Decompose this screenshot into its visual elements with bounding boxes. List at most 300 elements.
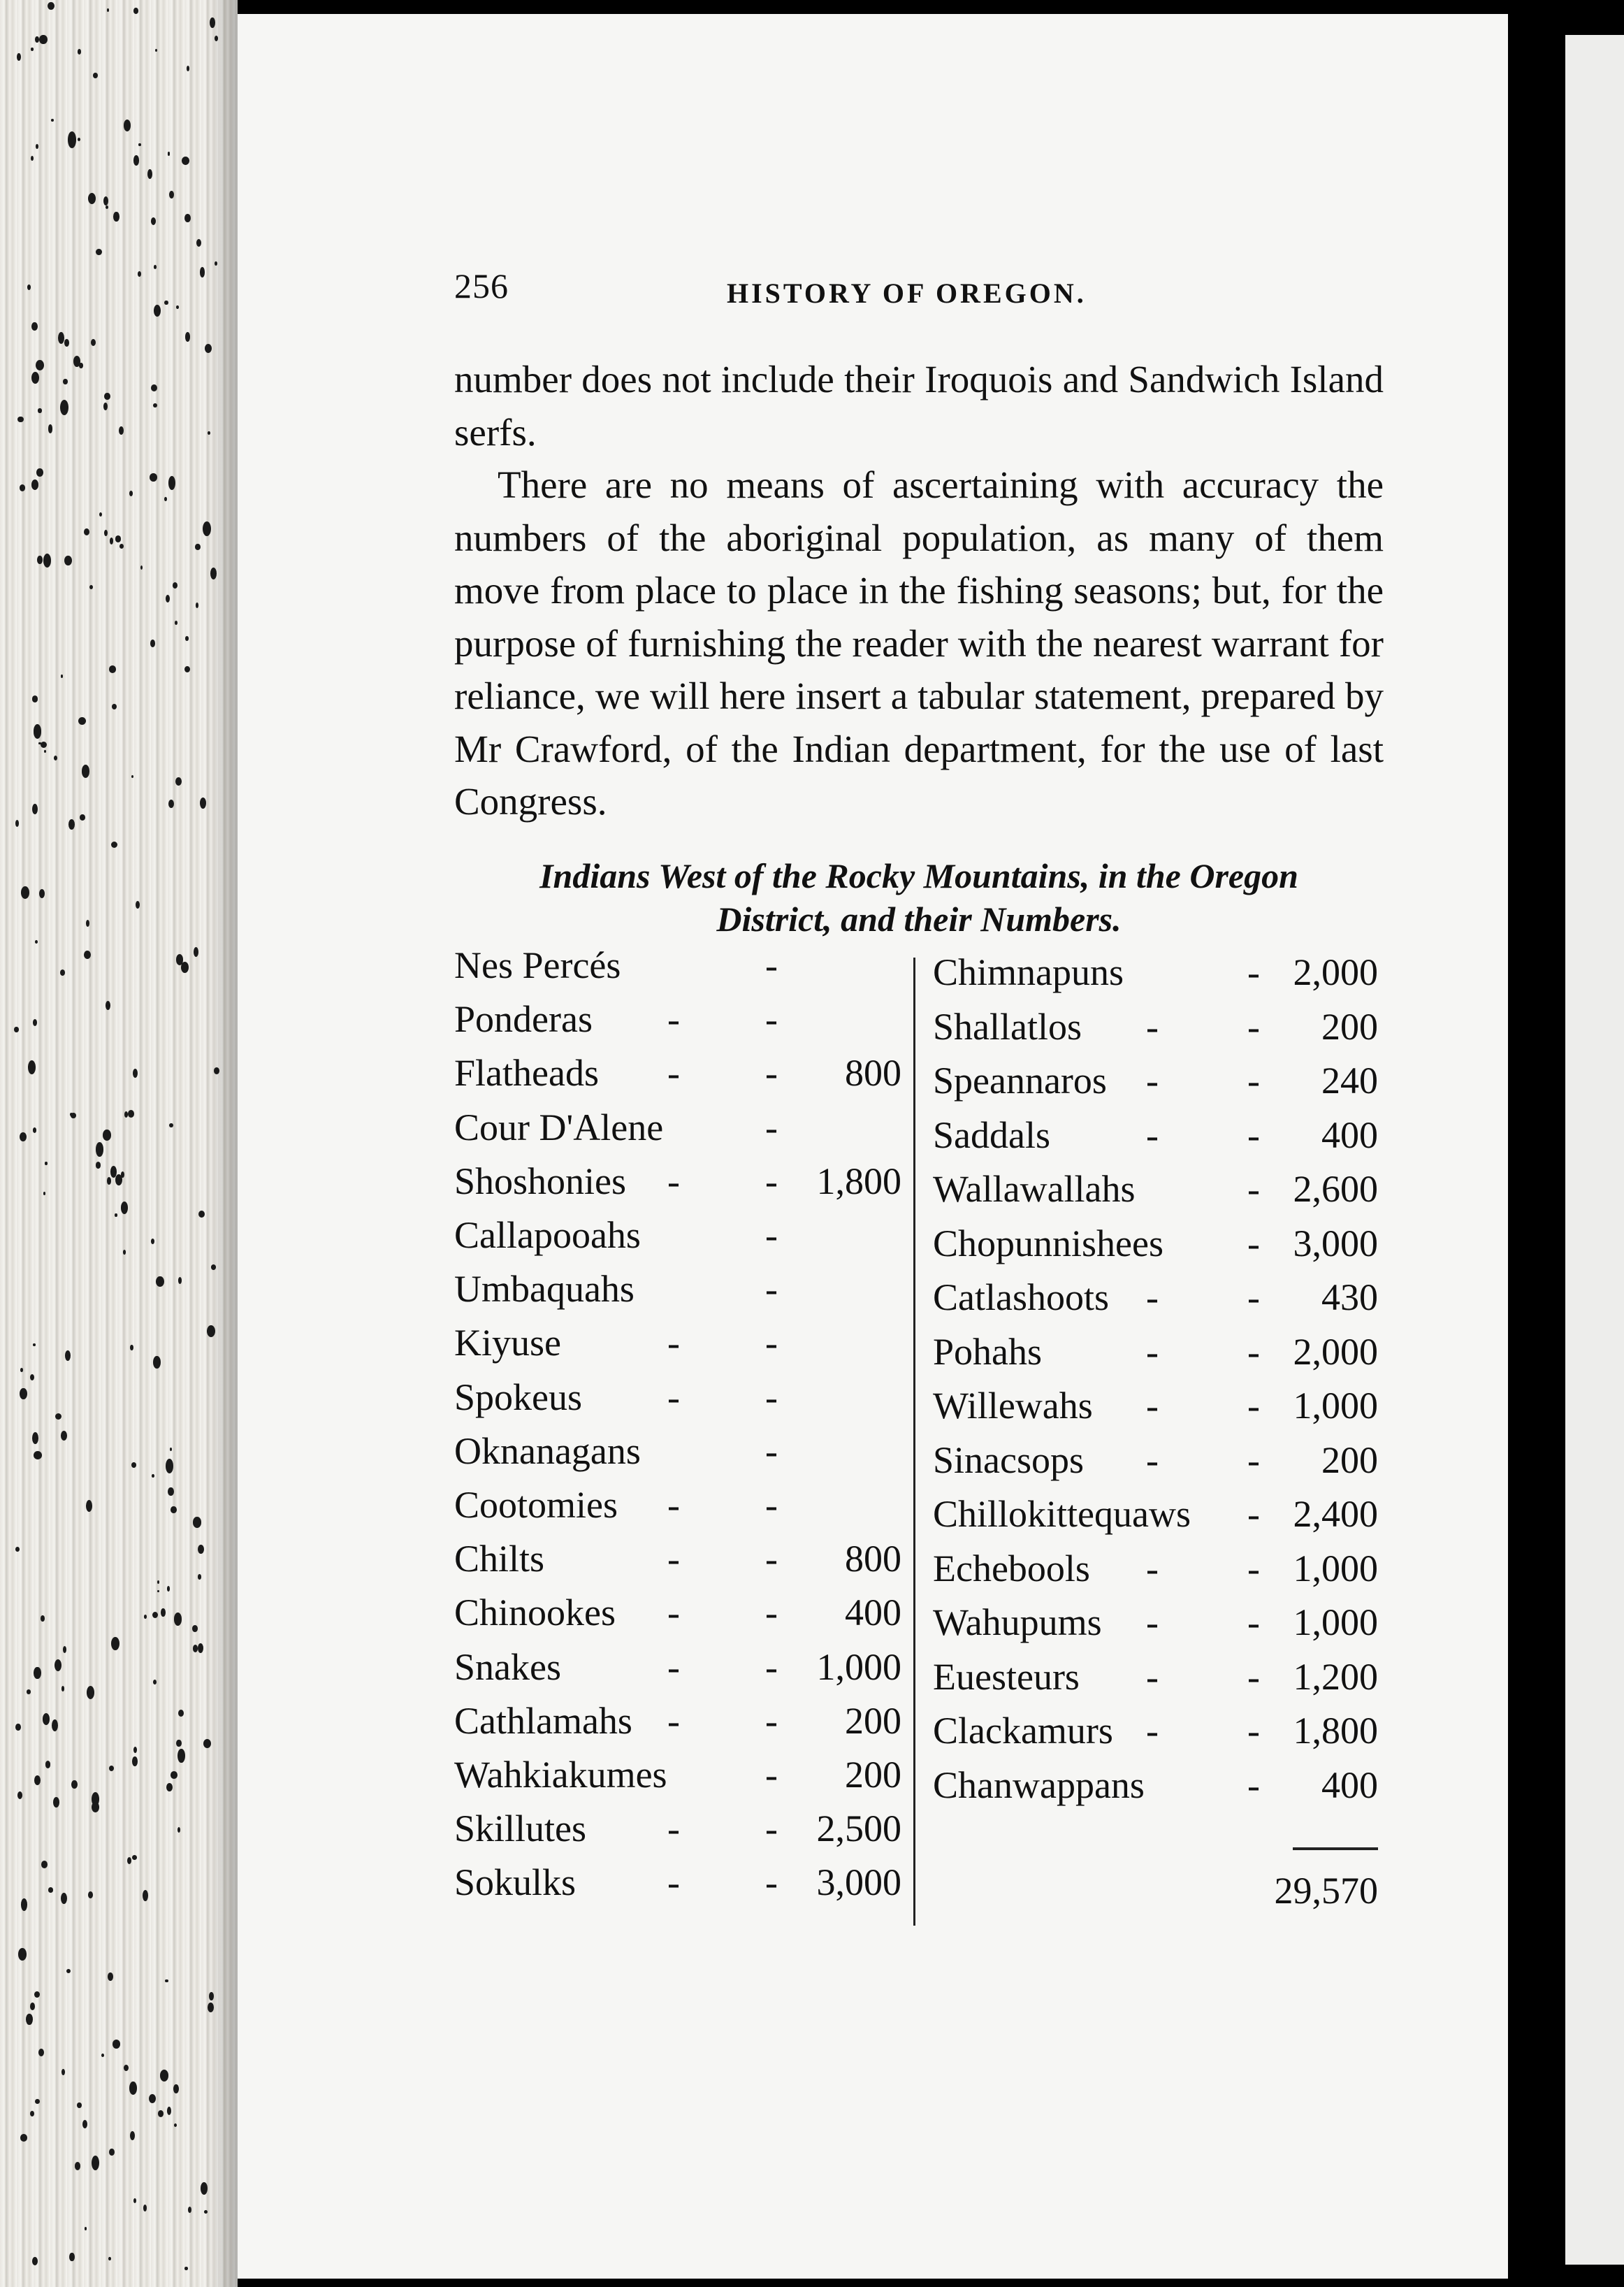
edge-speck — [89, 585, 93, 589]
edge-speck — [153, 403, 157, 408]
edge-speck — [112, 704, 117, 709]
edge-speck — [169, 191, 174, 199]
edge-speck — [61, 1893, 67, 1905]
edge-speck — [194, 947, 198, 957]
edge-speck — [44, 750, 47, 753]
leader-dash: - — [765, 1699, 778, 1742]
edge-speck — [110, 538, 113, 544]
edge-speck — [34, 1451, 42, 1459]
tribe-name: Callapooahs — [454, 1214, 641, 1256]
population-number: 1,200 — [1293, 1655, 1378, 1698]
tribe-name: Sokulks — [454, 1861, 577, 1904]
leader-dash: - — [1146, 1113, 1159, 1156]
edge-speck — [58, 332, 64, 344]
population-number: 400 — [845, 1592, 901, 1634]
edge-speck — [33, 1019, 37, 1026]
edge-speck — [184, 214, 191, 222]
edge-speck — [113, 2040, 121, 2049]
edge-speck — [133, 2198, 136, 2203]
edge-speck — [184, 666, 190, 673]
tribe-name: Chilts — [454, 1538, 545, 1580]
edge-speck — [200, 798, 206, 809]
edge-speck — [138, 143, 140, 146]
edge-speck — [84, 951, 91, 959]
table-row — [933, 1222, 1378, 1275]
edge-speck — [132, 1855, 137, 1860]
edge-speck — [168, 1487, 173, 1496]
edge-speck — [31, 372, 39, 384]
edge-speck — [173, 2084, 178, 2093]
edge-speck — [104, 530, 108, 536]
population-number: 240 — [1321, 1060, 1378, 1102]
edge-speck — [31, 48, 34, 51]
edge-speck — [18, 1948, 27, 1960]
total-rule — [1293, 1847, 1378, 1850]
edge-speck — [75, 2162, 81, 2170]
leader-dash: - — [765, 998, 778, 1041]
table-row — [933, 1005, 1378, 1058]
edge-speck — [169, 1123, 173, 1127]
edge-speck — [68, 819, 75, 830]
edge-speck — [27, 284, 31, 290]
edge-speck — [34, 724, 42, 738]
leader-dash: - — [765, 944, 778, 986]
leader-dash: - — [667, 1592, 680, 1634]
edge-speck — [28, 1060, 36, 1074]
edge-speck — [37, 556, 42, 564]
edge-speck — [30, 2003, 35, 2010]
population-number: 2,400 — [1293, 1493, 1378, 1535]
table-caption — [454, 854, 1384, 941]
leader-dash: - — [667, 1484, 680, 1526]
table-row — [933, 1709, 1378, 1762]
edge-speck — [30, 1374, 34, 1380]
edge-speck — [182, 157, 190, 166]
tribe-name: Flatheads — [454, 1052, 599, 1095]
table-caption-line-1: Indians West of the Rocky Mountains, in the Oregon — [539, 856, 1298, 895]
leader-dash: - — [1247, 1276, 1260, 1318]
edge-speck — [109, 1766, 114, 1771]
population-number: 200 — [1321, 1005, 1378, 1048]
leader-dash: - — [765, 1376, 778, 1418]
leader-dash: - — [765, 1052, 778, 1095]
edge-speck — [138, 271, 141, 277]
leader-dash: - — [1247, 1710, 1260, 1752]
edge-speck — [96, 1142, 103, 1157]
table-caption-line-2: District, and their Numbers. — [716, 900, 1122, 939]
edge-speck — [181, 962, 189, 973]
tribe-name: Cootomies — [454, 1484, 618, 1526]
edge-speck — [86, 1500, 92, 1513]
edge-speck — [185, 636, 189, 640]
edge-speck — [184, 2267, 188, 2270]
edge-speck — [107, 8, 109, 11]
running-title: HISTORY OF OREGON. — [727, 277, 1087, 309]
tribe-name: Oknanagans — [454, 1429, 641, 1472]
edge-speck — [144, 1615, 147, 1619]
edge-speck — [131, 775, 133, 778]
edge-speck — [92, 1792, 99, 1806]
edge-speck — [115, 535, 122, 542]
leader-dash: - — [1146, 1060, 1159, 1102]
population-number: 1,000 — [1293, 1601, 1378, 1643]
edge-speck — [187, 66, 189, 71]
edge-speck — [153, 1680, 157, 1684]
edge-speck — [111, 1637, 119, 1650]
leader-dash: - — [1247, 1385, 1260, 1427]
edge-speck — [64, 339, 69, 346]
edge-speck — [154, 305, 161, 317]
edge-speck — [82, 2120, 87, 2128]
edge-speck — [78, 717, 87, 726]
tribe-name: Euesteurs — [933, 1655, 1080, 1698]
population-number: 2,600 — [1293, 1168, 1378, 1210]
leader-dash: - — [1146, 1547, 1159, 1589]
population-number: 800 — [845, 1538, 901, 1580]
table-row — [454, 1591, 901, 1644]
leader-dash: - — [765, 1592, 778, 1634]
leader-dash: - — [667, 1538, 680, 1580]
edge-speck — [133, 8, 138, 13]
edge-speck — [33, 1343, 36, 1346]
edge-speck — [87, 1686, 94, 1698]
leader-dash: - — [667, 998, 680, 1041]
tribe-name: Skillutes — [454, 1808, 587, 1850]
edge-speck — [43, 554, 51, 568]
edge-speck — [155, 49, 157, 52]
edge-speck — [119, 544, 124, 549]
edge-speck — [124, 2065, 129, 2072]
edge-speck — [93, 73, 98, 78]
edge-speck — [35, 940, 38, 944]
edge-speck — [196, 603, 198, 607]
table-row — [454, 1699, 901, 1752]
edge-speck — [152, 1612, 158, 1619]
edge-speck — [133, 155, 139, 165]
leader-dash: - — [1247, 1601, 1260, 1643]
leader-dash: - — [667, 1160, 680, 1202]
tribe-name: Echebools — [933, 1547, 1090, 1589]
edge-speck — [130, 1345, 133, 1350]
table-row — [933, 1438, 1378, 1492]
table-row — [933, 1113, 1378, 1167]
tribe-name: Shoshonies — [454, 1160, 627, 1202]
edge-speck — [99, 512, 102, 517]
leader-dash: - — [1247, 1330, 1260, 1373]
edge-speck — [78, 138, 80, 141]
edge-speck — [193, 1517, 201, 1527]
edge-speck — [34, 1775, 41, 1785]
edge-speck — [68, 131, 76, 147]
leader-dash: - — [1146, 1276, 1159, 1318]
edge-speck — [147, 169, 152, 179]
edge-speck — [101, 2054, 104, 2057]
edge-speck — [178, 1277, 182, 1284]
edge-speck — [161, 1608, 166, 1617]
edge-speck — [128, 1110, 134, 1117]
population-number: 3,000 — [1293, 1222, 1378, 1264]
edge-speck — [39, 35, 48, 45]
edge-speck — [195, 544, 201, 550]
leader-dash: - — [667, 1322, 680, 1364]
leader-dash: - — [1247, 1438, 1260, 1481]
table-row — [933, 1059, 1378, 1112]
edge-speck — [34, 1991, 40, 1998]
leader-dash: - — [765, 1429, 778, 1472]
table-row — [454, 1051, 901, 1104]
edge-speck — [35, 36, 38, 43]
leader-dash: - — [1247, 1113, 1260, 1156]
population-number: 1,000 — [816, 1645, 901, 1688]
population-number: 1,800 — [816, 1160, 901, 1202]
tribe-name: Kiyuse — [454, 1322, 561, 1364]
leader-dash: - — [667, 1861, 680, 1904]
edge-speck — [204, 2210, 208, 2214]
edge-speck — [48, 1887, 53, 1892]
edge-speck — [82, 765, 90, 778]
tribe-name: Chinookes — [454, 1592, 616, 1634]
table-row — [933, 1492, 1378, 1545]
facing-page-edge — [1565, 35, 1624, 2265]
edge-speck — [85, 2227, 87, 2230]
edge-speck — [160, 2070, 168, 2081]
edge-speck — [32, 2257, 38, 2265]
table-row — [454, 1106, 901, 1159]
edge-speck — [69, 2253, 74, 2262]
edge-speck — [106, 205, 108, 209]
edge-speck — [45, 1761, 51, 1768]
edge-speck — [121, 1202, 128, 1214]
edge-speck — [20, 1388, 27, 1400]
population-number: 3,000 — [816, 1861, 901, 1904]
leader-dash: - — [765, 1645, 778, 1688]
population-number: 2,500 — [816, 1808, 901, 1850]
edge-speck — [33, 1127, 36, 1133]
edge-speck — [149, 2094, 156, 2103]
edge-speck — [107, 1177, 111, 1185]
tribe-name: Snakes — [454, 1645, 561, 1688]
edge-speck — [96, 249, 102, 255]
tribe-name: Chanwappans — [933, 1763, 1145, 1806]
population-number: 200 — [845, 1754, 901, 1796]
edge-speck — [80, 814, 85, 820]
tribe-name: Speannaros — [933, 1060, 1107, 1102]
edge-speck — [127, 1857, 131, 1864]
edge-speck — [140, 565, 143, 570]
table-row — [933, 1763, 1378, 1817]
leader-dash: - — [1146, 1655, 1159, 1698]
edge-speck — [78, 49, 81, 54]
tribe-name: Chimnapuns — [933, 951, 1124, 993]
tribe-name: Cour D'Alene — [454, 1106, 664, 1148]
edge-speck — [20, 2134, 28, 2142]
leader-dash: - — [765, 1808, 778, 1850]
leader-dash: - — [1247, 1763, 1260, 1806]
table-row — [454, 1807, 901, 1860]
edge-speck — [65, 1350, 71, 1360]
edge-speck — [106, 1001, 110, 1010]
population-number: 2,000 — [1293, 1330, 1378, 1373]
leader-dash: - — [1146, 1601, 1159, 1643]
leader-dash: - — [1146, 1005, 1159, 1048]
edge-speck — [41, 1615, 44, 1622]
edge-speck — [45, 1162, 48, 1164]
edge-speck — [201, 2182, 208, 2195]
edge-speck — [151, 217, 156, 225]
edge-speck — [84, 528, 89, 535]
table-row — [933, 1167, 1378, 1220]
tribe-name: Wallawallahs — [933, 1168, 1136, 1210]
tribe-name: Wahkiakumes — [454, 1754, 667, 1796]
table-row — [933, 1655, 1378, 1708]
edge-speck — [61, 674, 64, 678]
edge-speck — [20, 484, 26, 491]
leader-dash: - — [1247, 1222, 1260, 1264]
edge-speck — [175, 621, 177, 625]
edge-speck — [91, 339, 96, 346]
tribe-name: Nes Percés — [454, 944, 621, 986]
table-row — [454, 1267, 901, 1320]
table-row — [933, 1330, 1378, 1383]
leader-dash: - — [1247, 1060, 1260, 1102]
table-row — [933, 951, 1378, 1004]
leader-dash: - — [1146, 1710, 1159, 1752]
population-number: 2,000 — [1293, 951, 1378, 993]
table-row — [454, 944, 901, 997]
edge-speck — [48, 424, 53, 433]
edge-speck — [15, 1547, 20, 1552]
table-row — [454, 1321, 901, 1374]
edge-speck — [165, 1979, 168, 1982]
edge-speck — [31, 322, 37, 331]
population-number: 1,000 — [1293, 1385, 1378, 1427]
edge-speck — [171, 1771, 177, 1779]
leader-dash: - — [667, 1052, 680, 1095]
edge-speck — [192, 1625, 198, 1632]
population-number: 200 — [845, 1699, 901, 1742]
leader-dash: - — [667, 1376, 680, 1418]
edge-speck — [103, 403, 107, 410]
edge-speck — [151, 384, 157, 391]
table-row — [454, 1537, 901, 1590]
edge-speck — [176, 305, 179, 309]
population-number: 430 — [1321, 1276, 1378, 1318]
edge-speck — [43, 1192, 45, 1195]
gutter-shadow — [210, 0, 238, 2287]
tribe-name: Ponderas — [454, 998, 593, 1041]
tribe-name: Shallatlos — [933, 1005, 1082, 1048]
leader-dash: - — [667, 1808, 680, 1850]
edge-speck — [170, 1448, 172, 1451]
edge-speck — [60, 400, 68, 415]
edge-speck — [51, 119, 54, 122]
edge-speck — [17, 1791, 22, 1799]
edge-speck — [150, 640, 155, 647]
edge-speck — [143, 2205, 147, 2212]
leader-dash: - — [765, 1754, 778, 1796]
edge-speck — [164, 301, 168, 305]
edge-speck — [36, 360, 44, 370]
edge-speck — [103, 196, 108, 205]
edge-speck — [86, 920, 89, 927]
leader-dash: - — [667, 1645, 680, 1688]
edge-speck — [119, 426, 124, 435]
edge-speck — [21, 1898, 28, 1912]
edge-speck — [108, 2257, 110, 2260]
edge-speck — [14, 1027, 19, 1032]
edge-speck — [129, 491, 133, 496]
table-row — [933, 1276, 1378, 1329]
edge-speck — [39, 889, 45, 898]
edge-speck — [20, 1368, 24, 1372]
edge-speck — [124, 120, 131, 131]
leader-dash: - — [1247, 1005, 1260, 1048]
tribe-name: Saddals — [933, 1113, 1050, 1156]
edge-speck — [173, 582, 177, 589]
edge-speck — [55, 1413, 61, 1420]
population-number: 800 — [845, 1052, 901, 1095]
edge-speck — [55, 1659, 61, 1671]
tribe-name: Cathlamahs — [454, 1699, 632, 1742]
edge-speck — [188, 2207, 191, 2214]
table-row — [933, 1384, 1378, 1437]
edge-speck — [168, 476, 175, 491]
leader-dash: - — [1146, 1438, 1159, 1481]
edge-speck — [43, 1713, 50, 1726]
edge-speck — [15, 820, 19, 828]
leader-dash: - — [765, 1322, 778, 1364]
population-number: 200 — [1321, 1438, 1378, 1481]
edge-speck — [198, 1643, 203, 1653]
leader-dash: - — [765, 1106, 778, 1148]
page-number: 256 — [454, 266, 509, 305]
edge-speck — [113, 212, 119, 222]
edge-speck — [196, 239, 201, 247]
body-text — [454, 353, 1384, 828]
edge-speck — [115, 1174, 122, 1185]
edge-speck — [103, 1130, 111, 1140]
table-row — [454, 1861, 901, 1914]
tribe-name: Umbaquahs — [454, 1268, 635, 1311]
edge-speck — [41, 742, 47, 748]
edge-speck — [26, 2014, 32, 2025]
edge-speck — [96, 1162, 101, 1168]
edge-speck — [60, 969, 65, 976]
edge-speck — [115, 1213, 117, 1216]
edge-speck — [200, 267, 205, 277]
edge-speck — [38, 2049, 44, 2056]
edge-speck — [185, 332, 191, 342]
edge-speck — [198, 1574, 202, 1580]
paragraph-continuation: number does not include their Iroquois and Sandwich Island serfs. — [454, 358, 1384, 454]
edge-speck — [124, 1111, 129, 1118]
edge-speck — [158, 2110, 164, 2117]
edge-speck — [53, 1797, 59, 1807]
population-number: 1,000 — [1293, 1547, 1378, 1589]
table-row — [454, 1376, 901, 1429]
edge-speck — [31, 479, 38, 489]
edge-speck — [171, 1506, 177, 1514]
edge-speck — [54, 756, 57, 760]
edge-speck — [15, 1724, 20, 1731]
edge-speck — [61, 2069, 65, 2075]
edge-speck — [198, 1211, 205, 1218]
edge-speck — [63, 379, 67, 384]
leader-dash: - — [765, 1484, 778, 1526]
edge-speck — [109, 2149, 114, 2156]
edge-speck — [150, 473, 157, 481]
edge-speck — [52, 1719, 58, 1732]
